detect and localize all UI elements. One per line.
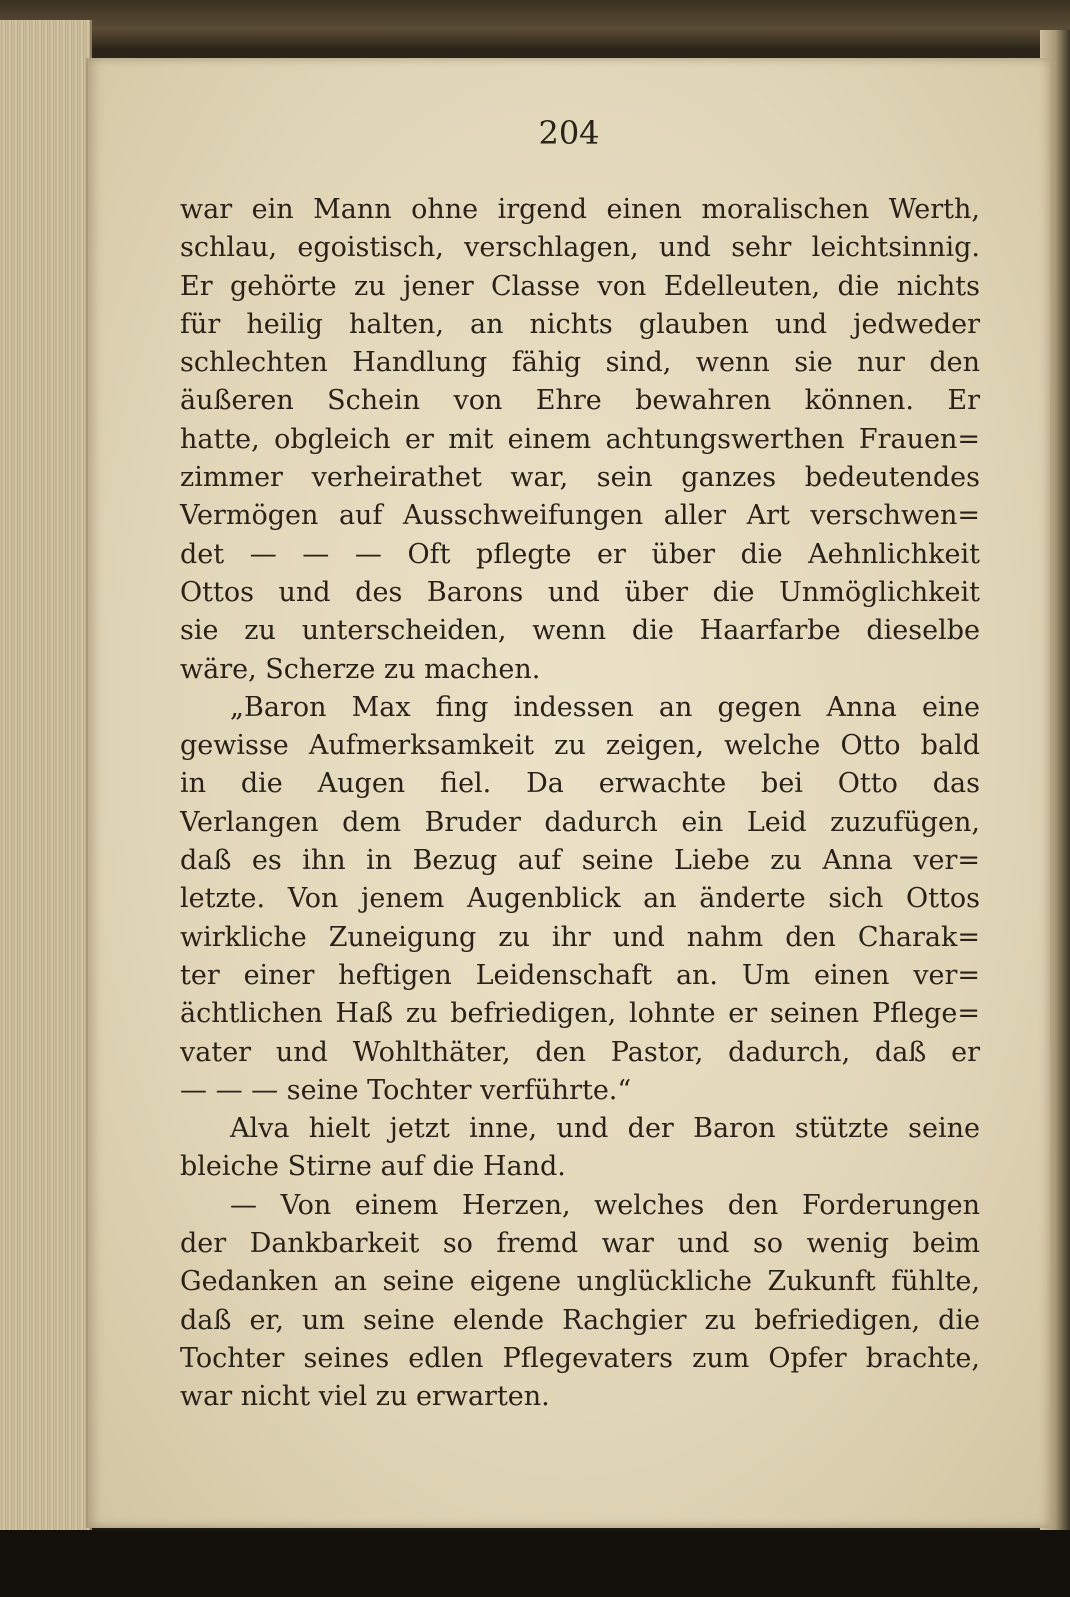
- text-line: äußeren Schein von Ehre bewahren können. Er: [180, 385, 980, 417]
- text-line: für heilig halten, an nichts glauben und jedweder: [180, 308, 980, 340]
- text-line: sie zu unterscheiden, wenn die Haarfarbe dieselbe: [180, 615, 980, 647]
- page-text: [180, 191, 980, 1417]
- text-line: daß es ihn in Bezug auf seine Liebe zu Anna ver=: [180, 845, 980, 877]
- text-line: Alva hielt jetzt inne, und der Baron stützte seine: [230, 1113, 980, 1145]
- text-line: ter einer heftigen Leidenschaft an. Um einen ver=: [180, 959, 980, 991]
- text-line: „Baron Max fing indessen an gegen Anna eine: [230, 691, 980, 723]
- text-line: wirkliche Zuneigung zu ihr und nahm den Charak=: [180, 921, 980, 953]
- text-line: Ottos und des Barons und über die Unmöglichkeit: [180, 576, 980, 608]
- text-line: letzte. Von jenem Augenblick an änderte sich Ottos: [180, 883, 980, 915]
- book-top-edge: [0, 0, 1070, 48]
- text-line: wäre, Scherze zu machen.: [180, 653, 541, 685]
- text-line: schlau, egoistisch, verschlagen, und sehr leichtsinnig.: [180, 232, 980, 264]
- text-line: der Dankbarkeit so fremd war und so wenig beim: [180, 1228, 980, 1260]
- text-line: Verlangen dem Bruder dadurch ein Leid zuzufügen,: [180, 806, 980, 838]
- text-line: — Von einem Herzen, welches den Forderungen: [230, 1189, 980, 1221]
- page-stack-left: [0, 20, 92, 1560]
- page-number: 204: [538, 114, 600, 152]
- text-line: Gedanken an seine eigene unglückliche Zukunft fühlte,: [180, 1266, 980, 1298]
- table-shadow: [0, 1530, 1070, 1597]
- text-line: zimmer verheirathet war, sein ganzes bedeutendes: [180, 462, 980, 494]
- text-line: in die Augen fiel. Da erwachte bei Otto das: [180, 768, 980, 800]
- text-line: gewisse Aufmerksamkeit zu zeigen, welche Otto bald: [180, 730, 980, 762]
- text-line: bleiche Stirne auf die Hand.: [180, 1151, 566, 1183]
- text-line: ächtlichen Haß zu befriedigen, lohnte er seinen Pflege=: [180, 998, 980, 1030]
- text-line: war nicht viel zu erwarten.: [180, 1381, 550, 1413]
- text-line: daß er, um seine elende Rachgier zu befriedigen, die: [180, 1304, 980, 1336]
- text-line: schlechten Handlung fähig sind, wenn sie nur den: [180, 347, 980, 379]
- text-line: det — — — Oft pflegte er über die Aehnlichkeit: [180, 538, 980, 570]
- book-page: [86, 58, 1050, 1528]
- text-line: vater und Wohlthäter, den Pastor, dadurch, daß er: [180, 1036, 980, 1068]
- text-line: — — — seine Tochter verführte.“: [180, 1074, 632, 1106]
- text-line: Er gehörte zu jener Classe von Edelleuten, die nichts: [180, 270, 980, 302]
- text-line: Tochter seines edlen Pflegevaters zum Opfer brachte,: [180, 1342, 980, 1374]
- text-line: war ein Mann ohne irgend einen moralischen Werth,: [180, 194, 980, 225]
- text-line: hatte, obgleich er mit einem achtungswerthen Frauen=: [180, 423, 980, 455]
- text-line: Vermögen auf Ausschweifungen aller Art verschwen=: [180, 500, 980, 532]
